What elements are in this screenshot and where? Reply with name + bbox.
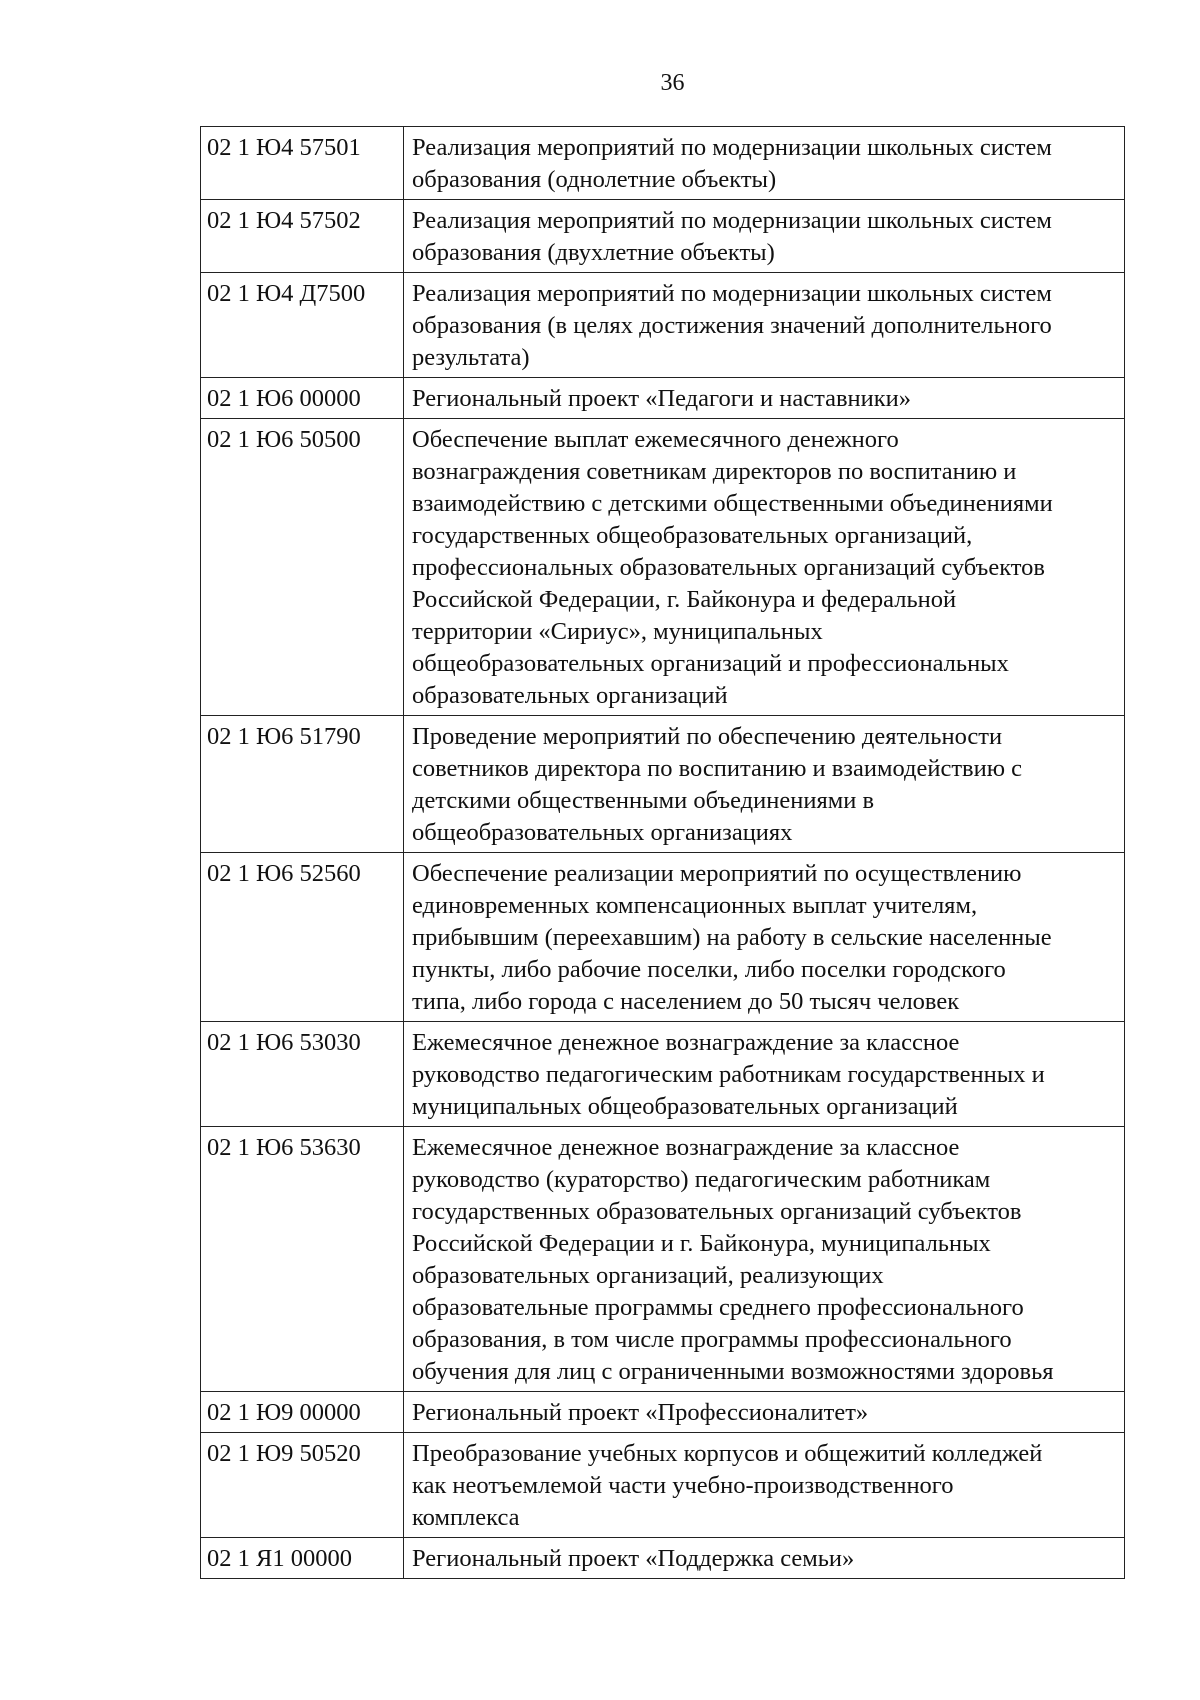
description-line: единовременных компенсационных выплат учителям, [412, 892, 978, 919]
description-line: государственных образовательных организаций субъектов [412, 1198, 1022, 1225]
description-line: общеобразовательных организациях [412, 819, 793, 846]
description-line: комплекса [412, 1504, 520, 1531]
description-line: общеобразовательных организаций и профессиональных [412, 650, 1009, 677]
row-code: 02 1 Ю6 00000 [201, 378, 404, 419]
description-line: образования, в том числе программы профессионального [412, 1326, 1012, 1353]
row-description [404, 273, 1125, 378]
description-line: Обеспечение выплат ежемесячного денежного [412, 426, 899, 453]
table-row [201, 273, 1125, 378]
description-line: взаимодействию с детскими общественными объединениями [412, 490, 1053, 517]
description-line: детскими общественными объединениями в [412, 787, 875, 814]
description-line: Региональный проект «Профессионалитет» [412, 1399, 869, 1426]
description-line: результата) [412, 344, 530, 371]
table-row [201, 1433, 1125, 1538]
row-code: 02 1 Ю4 57502 [201, 200, 404, 273]
description-line: советников директора по воспитанию и взаимодействию с [412, 755, 1023, 782]
row-description [404, 716, 1125, 853]
description-line: образования (в целях достижения значений дополнительного [412, 312, 1052, 339]
description-line: вознаграждения советникам директоров по воспитанию и [412, 458, 1017, 485]
description-line: образования (двухлетние объекты) [412, 239, 775, 266]
row-description [404, 1392, 1125, 1433]
description-line: Реализация мероприятий по модернизации школьных систем [412, 207, 1052, 234]
description-line: типа, либо города с населением до 50 тысяч человек [412, 988, 960, 1015]
row-code: 02 1 Ю6 50500 [201, 419, 404, 716]
description-line: Российской Федерации, г. Байконура и федеральной [412, 586, 957, 613]
table-row [201, 378, 1125, 419]
table-row [201, 200, 1125, 273]
description-line: Преобразование учебных корпусов и общежитий колледжей [412, 1440, 1043, 1467]
table-row [201, 716, 1125, 853]
description-line: Реализация мероприятий по модернизации школьных систем [412, 134, 1052, 161]
table-row [201, 1127, 1125, 1392]
row-code: 02 1 Ю6 53030 [201, 1022, 404, 1127]
description-line: руководство (кураторство) педагогическим работникам [412, 1166, 991, 1193]
row-description [404, 127, 1125, 200]
description-line: как неотъемлемой части учебно-производственного [412, 1472, 954, 1499]
table-row [201, 1538, 1125, 1579]
description-line: образовательных организаций [412, 682, 728, 709]
description-line: прибывшим (переехавшим) на работу в сельские населенные [412, 924, 1052, 951]
description-line: Проведение мероприятий по обеспечению деятельности [412, 723, 1003, 750]
row-description [404, 853, 1125, 1022]
description-line: Реализация мероприятий по модернизации школьных систем [412, 280, 1052, 307]
row-description [404, 1022, 1125, 1127]
description-line: пункты, либо рабочие поселки, либо поселки городского [412, 956, 1006, 983]
table-row [201, 127, 1125, 200]
description-line: Ежемесячное денежное вознаграждение за классное [412, 1029, 960, 1056]
page-number: 36 [660, 70, 685, 96]
description-line: государственных общеобразовательных организаций, [412, 522, 973, 549]
description-line: Российской Федерации и г. Байконура, муниципальных [412, 1230, 991, 1257]
description-line: территории «Сириус», муниципальных [412, 618, 823, 645]
table-row [201, 853, 1125, 1022]
row-code: 02 1 Ю4 Д7500 [201, 273, 404, 378]
description-line: муниципальных общеобразовательных организаций [412, 1093, 958, 1120]
description-line: Региональный проект «Поддержка семьи» [412, 1545, 855, 1572]
description-line: Региональный проект «Педагоги и наставники» [412, 385, 912, 412]
description-line: образовательных организаций, реализующих [412, 1262, 884, 1289]
row-description [404, 1433, 1125, 1538]
description-line: профессиональных образовательных организаций субъектов [412, 554, 1045, 581]
description-line: образования (однолетние объекты) [412, 166, 777, 193]
row-code: 02 1 Ю6 53630 [201, 1127, 404, 1392]
row-code: 02 1 Ю4 57501 [201, 127, 404, 200]
table-row [201, 1392, 1125, 1433]
row-description [404, 200, 1125, 273]
row-code: 02 1 Ю9 00000 [201, 1392, 404, 1433]
row-code: 02 1 Я1 00000 [201, 1538, 404, 1579]
description-line: образовательные программы среднего профессионального [412, 1294, 1024, 1321]
description-line: обучения для лиц с ограниченными возможностями здоровья [412, 1358, 1054, 1385]
row-description [404, 378, 1125, 419]
table-row [201, 419, 1125, 716]
description-line: Ежемесячное денежное вознаграждение за классное [412, 1134, 960, 1161]
row-description [404, 1538, 1125, 1579]
row-code: 02 1 Ю9 50520 [201, 1433, 404, 1538]
row-description [404, 1127, 1125, 1392]
row-description [404, 419, 1125, 716]
description-line: Обеспечение реализации мероприятий по осуществлению [412, 860, 1022, 887]
classification-codes-table [200, 126, 1125, 1579]
table-row [201, 1022, 1125, 1127]
row-code: 02 1 Ю6 52560 [201, 853, 404, 1022]
row-code: 02 1 Ю6 51790 [201, 716, 404, 853]
description-line: руководство педагогическим работникам государственных и [412, 1061, 1045, 1088]
